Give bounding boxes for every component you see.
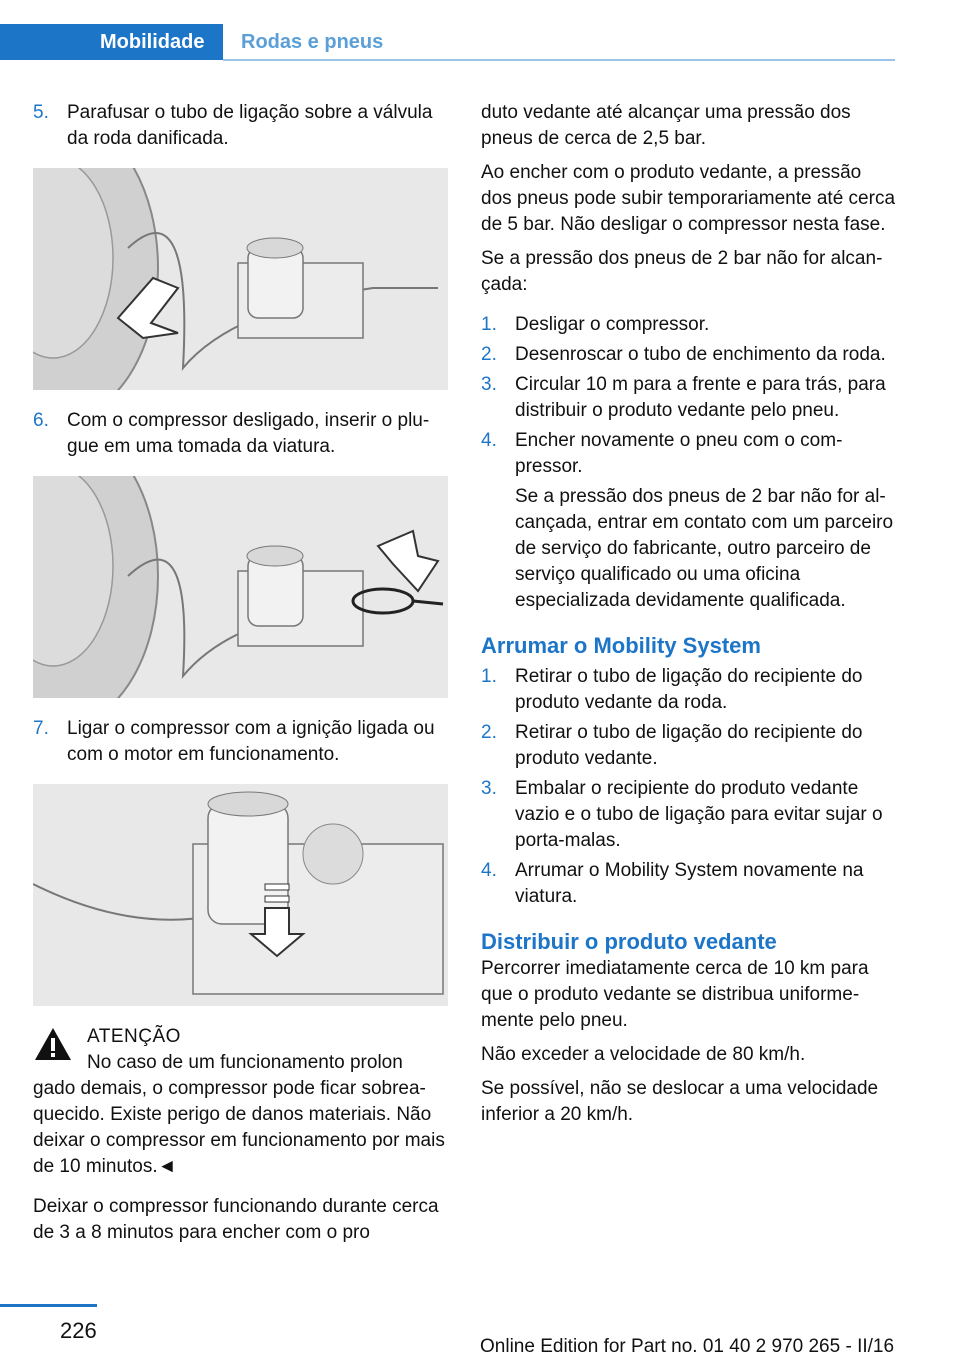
warning-box (33, 1024, 448, 1180)
list-number: 4. (481, 860, 497, 881)
list-item (481, 428, 896, 480)
footer-divider (0, 1304, 97, 1307)
list-item (481, 776, 896, 854)
warning-text-first: No caso de um funcionamento prolon (87, 1052, 403, 1073)
list-item (481, 372, 896, 424)
list-text: Desligar o compressor. (515, 314, 710, 335)
figure-valve-connection (33, 168, 448, 390)
figure-compressor-switch (33, 784, 448, 1006)
paragraph: Se a pressão dos pneus de 2 bar não for alcançada: (481, 248, 883, 295)
valve-connection-illustration (33, 168, 448, 390)
edition-note: Online Edition for Part no. 01 40 2 970 265 - II/16 (480, 1336, 895, 1357)
list-text: Embalar o recipiente do produto vedante vazio e o tubo de ligação para evitar sujar o porta-malas. (515, 778, 883, 851)
paragraph: Não exceder a velocidade de 80 km/h. (481, 1044, 806, 1065)
step-text: Com o compressor desligado, inserir o plugue em uma tomada da viatura. (67, 410, 430, 457)
list-item (481, 342, 896, 368)
compressor-switch-illustration (33, 784, 448, 1006)
paragraph: Se possível, não se deslocar a uma velocidade inferior a 20 km/h. (481, 1078, 879, 1125)
list-text: Retirar o tubo de ligação do recipiente do produto vedante da roda. (515, 666, 863, 713)
header-divider (223, 59, 895, 61)
list-number: 2. (481, 344, 497, 365)
list-number: 2. (481, 722, 497, 743)
troubleshoot-list (481, 312, 896, 614)
stow-list (481, 664, 896, 910)
list-text: Desenroscar o tubo de enchimento da roda. (515, 344, 886, 365)
page-number: 226 (60, 1318, 97, 1343)
paragraph: Ao encher com o produto vedante, a pressão dos pneus pode subir temporariamente até cerca de 5 bar. Não desligar o compressor nesta fase. (481, 162, 896, 235)
list-text: Circular 10 m para a frente e para trás, para distribuir o produto vedante pelo pneu. (515, 374, 886, 421)
left-column (33, 100, 448, 1246)
header-tabs (0, 0, 895, 62)
paragraph: Percorrer imediatamente cerca de 10 km para que o produto vedante se distribua uniformemente pelo pneu. (481, 958, 869, 1031)
list-item (481, 720, 896, 772)
warning-title: ATENÇÃO (87, 1026, 181, 1047)
list-item (481, 664, 896, 716)
list-note (481, 484, 896, 614)
list-item (481, 858, 896, 910)
list-number: 3. (481, 374, 497, 395)
list-number: 1. (481, 314, 497, 335)
tab-mobilidade[interactable]: Mobilidade (0, 24, 223, 60)
list-note-text: Se a pressão dos pneus de 2 bar não for alcançada, entrar em contato com um parceiro de serviço do fabricante, outro parceiro de serviço qualificado ou uma oficina especializada devidamente qualificada. (515, 486, 894, 611)
step-7 (33, 716, 448, 768)
list-item (481, 312, 896, 338)
step-number: 6. (33, 410, 49, 431)
paragraph: duto vedante até alcançar uma pressão dos pneus de cerca de 2,5 bar. (481, 102, 851, 149)
warning-icon (33, 1026, 73, 1062)
list-text: Arrumar o Mobility System novamente na viatura. (515, 860, 864, 907)
list-number: 4. (481, 430, 497, 451)
list-number: 3. (481, 778, 497, 799)
section-heading-arrumar: Arrumar o Mobility System (481, 633, 761, 658)
step-number: 7. (33, 718, 49, 739)
plug-connection-illustration (33, 476, 448, 698)
step-text: Ligar o compressor com a ignição ligada ou com o motor em funcionamento. (67, 718, 435, 765)
tab-rodas-e-pneus[interactable]: Rodas e pneus (223, 24, 895, 60)
step-6 (33, 408, 448, 460)
step-number: 5. (33, 102, 49, 123)
right-column (481, 100, 896, 1128)
list-number: 1. (481, 666, 497, 687)
list-text: Retirar o tubo de ligação do recipiente do produto vedante. (515, 722, 863, 769)
warning-text-rest: gado demais, o compressor pode ficar sobreaquecido. Existe perigo de danos materiais. Não deixar o compressor em funcionamento por mais de 10 minutos.◄ (33, 1078, 445, 1177)
step-text: Parafusar o tubo de ligação sobre a válvula da roda danificada. (67, 102, 433, 149)
list-text: Encher novamente o pneu com o compressor. (515, 430, 843, 477)
step-5 (33, 100, 448, 152)
paragraph: Deixar o compressor funcionando durante cerca de 3 a 8 minutos para encher com o pro (33, 1196, 439, 1243)
figure-plug-connection (33, 476, 448, 698)
section-heading-distribuir: Distribuir o produto vedante (481, 929, 777, 954)
